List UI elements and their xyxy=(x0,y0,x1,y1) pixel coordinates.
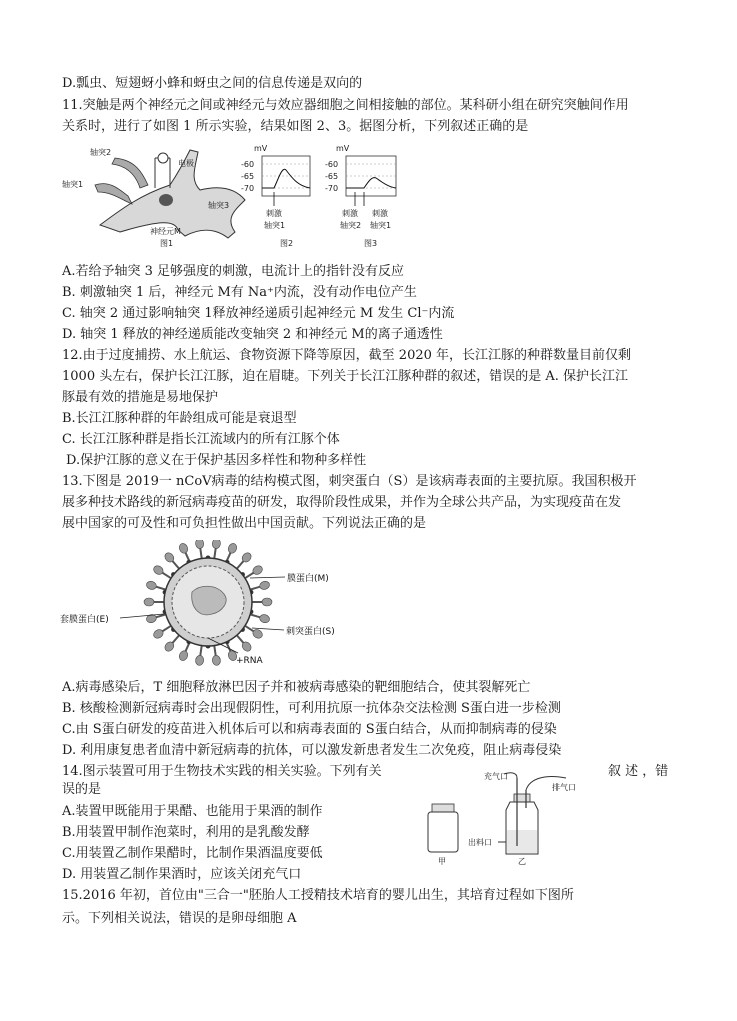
q13-option-a: A.病毒感染后，T 细胞释放淋巴因子并和被病毒感染的靶细胞结合，使其裂解死亡 xyxy=(62,680,531,695)
q14-stem-2: 误的是 xyxy=(62,782,102,797)
apparatus-discharge-label: 出料口 xyxy=(468,838,492,847)
virus-envelope-protein-label: 套膜蛋白(E) xyxy=(60,615,109,625)
spike-head xyxy=(251,564,264,576)
line-q10-option-d: D.瓢虫、短翅蚜小蜂和蚜虫之间的信息传递是双向的 xyxy=(62,76,363,91)
spike-head xyxy=(212,540,221,549)
fig1-electrode-label: 电极 xyxy=(178,159,194,168)
q12-option-c: C. 长江江豚种群是指长江流域内的所有江豚个体 xyxy=(62,432,340,447)
q12-option-d: D.保护江豚的意义在于保护基因多样性和物种多样性 xyxy=(66,453,367,468)
fig2-caption: 图2 xyxy=(280,239,294,248)
fig1-neuron-label: 神经元M xyxy=(150,227,181,236)
apparatus-inlet-label: 充气口 xyxy=(484,772,508,781)
fig3-caption: 图3 xyxy=(364,239,378,248)
fig2-tick-65: -65 xyxy=(241,172,255,181)
q12-stem-2: 1000 头左右，保护长江江豚，迫在眉睫。下列关于长江江豚种群的叙述，错误的是 A. 保护长江江 xyxy=(62,369,629,384)
fig3-tick-60: -60 xyxy=(325,160,339,169)
apparatus-bottle-yi xyxy=(468,771,576,866)
fig3-tick-65: -65 xyxy=(325,172,339,181)
spike-head xyxy=(259,613,271,623)
fig2-unit: mV xyxy=(254,144,268,153)
spike-head xyxy=(212,655,221,666)
fig3-stim1-label-1: 刺激 xyxy=(372,209,388,218)
apparatus-jar-jia xyxy=(428,804,458,866)
figure-1-neuron-diagram xyxy=(62,147,245,248)
q13-stem-3: 展中国家的可及性和可负担性做出中国贡献。下列说法正确的是 xyxy=(62,516,427,531)
spike-head xyxy=(195,655,204,666)
q14-option-a: A.装置甲既能用于果醋、也能用于果酒的制作 xyxy=(62,804,323,819)
q14-option-c: C.用装置乙制作果醋时，比制作果酒温度要低 xyxy=(62,846,323,861)
q12-stem-1: 12.由于过度捕捞、水上航运、食物资源下降等原因，截至 2020 年，长江江豚的种群数量目前仅剩 xyxy=(62,348,632,363)
fig1-caption: 图1 xyxy=(160,239,174,248)
virus-rna-label: +RNA xyxy=(236,656,263,666)
figure-3-potential-chart xyxy=(325,144,396,248)
line-q11-stem-2: 关系时，进行了如图 1 所示实验，结果如图 2、3。据图分析，下列叙述正确的是 xyxy=(62,119,529,134)
fig3-unit: mV xyxy=(336,144,350,153)
line-q11-stem-1: 11.突触是两个神经元之间或神经元与效应器细胞之间相接触的部位。某科研小组在研究突触间作用 xyxy=(62,98,629,113)
fig1-axon2-label: 轴突2 xyxy=(90,148,112,157)
fig2-stim-label-2: 轴突1 xyxy=(264,221,286,230)
spike-head xyxy=(178,649,189,661)
fig2-tick-70: -70 xyxy=(241,184,255,193)
virus-spike-protein-label: 刺突蛋白(S) xyxy=(286,627,335,637)
virus-membrane-protein-label: 膜蛋白(M) xyxy=(287,574,329,584)
spike-head xyxy=(227,542,238,554)
q14-option-b: B.用装置甲制作泡菜时，利用的是乳酸发酵 xyxy=(62,825,310,840)
q11-option-a: A.若给予轴突 3 足够强度的刺激，电流计上的指针没有反应 xyxy=(62,264,405,279)
fig3-stim2-label-1: 刺激 xyxy=(342,209,358,218)
q14-stem-1-tail: 叙 述 ，错 xyxy=(608,764,669,779)
fig3-stim2-label-2: 轴突2 xyxy=(340,221,362,230)
fig2-stim-label-1: 刺激 xyxy=(266,209,282,218)
q11-figures xyxy=(60,140,420,252)
spike-head xyxy=(152,564,165,576)
fig3-tick-70: -70 xyxy=(325,184,339,193)
fig2-tick-60: -60 xyxy=(241,160,255,169)
q13-stem-1: 13.下图是 2019一 nCoV病毒的结构模式图，刺突蛋白（S）是该病毒表面的主要抗原。我国积极开 xyxy=(62,474,637,489)
spike-head xyxy=(152,628,165,640)
q12-option-b: B.长江江豚种群的年龄组成可能是衰退型 xyxy=(62,411,297,426)
spike-head xyxy=(259,580,271,590)
spike-head xyxy=(178,542,189,554)
fig1-axon3-label: 轴突3 xyxy=(208,201,230,210)
spike-head xyxy=(262,598,272,606)
fermentation-apparatus-figure xyxy=(420,768,590,868)
virus-structure-figure xyxy=(60,540,370,668)
q11-option-d: D. 轴突 1 释放的神经递质能改变轴突 2 和神经元 M的离子通透性 xyxy=(62,327,443,342)
apparatus-outlet-label: 排气口 xyxy=(552,783,576,792)
q13-stem-2: 展多种技术路线的新冠病毒疫苗的研发，取得阶段性成果，并作为全球公共产品，为实现疫苗在发 xyxy=(62,495,622,510)
fig1-axon1-label: 轴突1 xyxy=(62,180,84,189)
apparatus-jia-label: 甲 xyxy=(438,857,446,866)
q14-stem-1: 14.图示装置可用于生物技术实践的相关实验。下列有关 xyxy=(62,764,382,779)
q11-option-c: C. 轴突 2 通过影响轴突 1释放神经递质引起神经元 M 发生 Cl⁻内流 xyxy=(62,306,455,321)
spike-head xyxy=(195,540,204,549)
q12-stem-3: 豚最有效的措施是易地保护 xyxy=(62,390,219,405)
q14-option-d: D. 用装置乙制作果酒时，应该关闭充气口 xyxy=(62,867,302,882)
q15-stem-2: 示。下列相关说法，错误的是卵母细胞 A xyxy=(62,911,297,926)
spike-head xyxy=(251,628,264,640)
q13-option-d: D. 利用康复患者血清中新冠病毒的抗体，可以激发新患者发生二次免疫，阻止病毒侵染 xyxy=(62,743,562,758)
q15-stem-1: 15.2016 年初，首位由"三合一"胚胎人工授精技术培育的婴儿出生，其培育过程如下图所 xyxy=(62,888,574,903)
spike-head xyxy=(145,580,157,590)
q13-option-b: B. 核酸检测新冠病毒时会出现假阴性，可利用抗原一抗体杂交法检测 S蛋白进一步检测 xyxy=(62,701,561,716)
apparatus-yi-label: 乙 xyxy=(518,857,526,866)
spike-head xyxy=(144,598,154,606)
figure-2-potential-chart xyxy=(241,144,310,248)
q11-option-b: B. 刺激轴突 1 后，神经元 M有 Na⁺内流，没有动作电位产生 xyxy=(62,285,417,300)
fig3-stim1-label-2: 轴突1 xyxy=(370,221,392,230)
q13-option-c: C.由 S蛋白研发的疫苗进入机体后可以和病毒表面的 S蛋白结合，从而抑制病毒的侵染 xyxy=(62,722,557,737)
